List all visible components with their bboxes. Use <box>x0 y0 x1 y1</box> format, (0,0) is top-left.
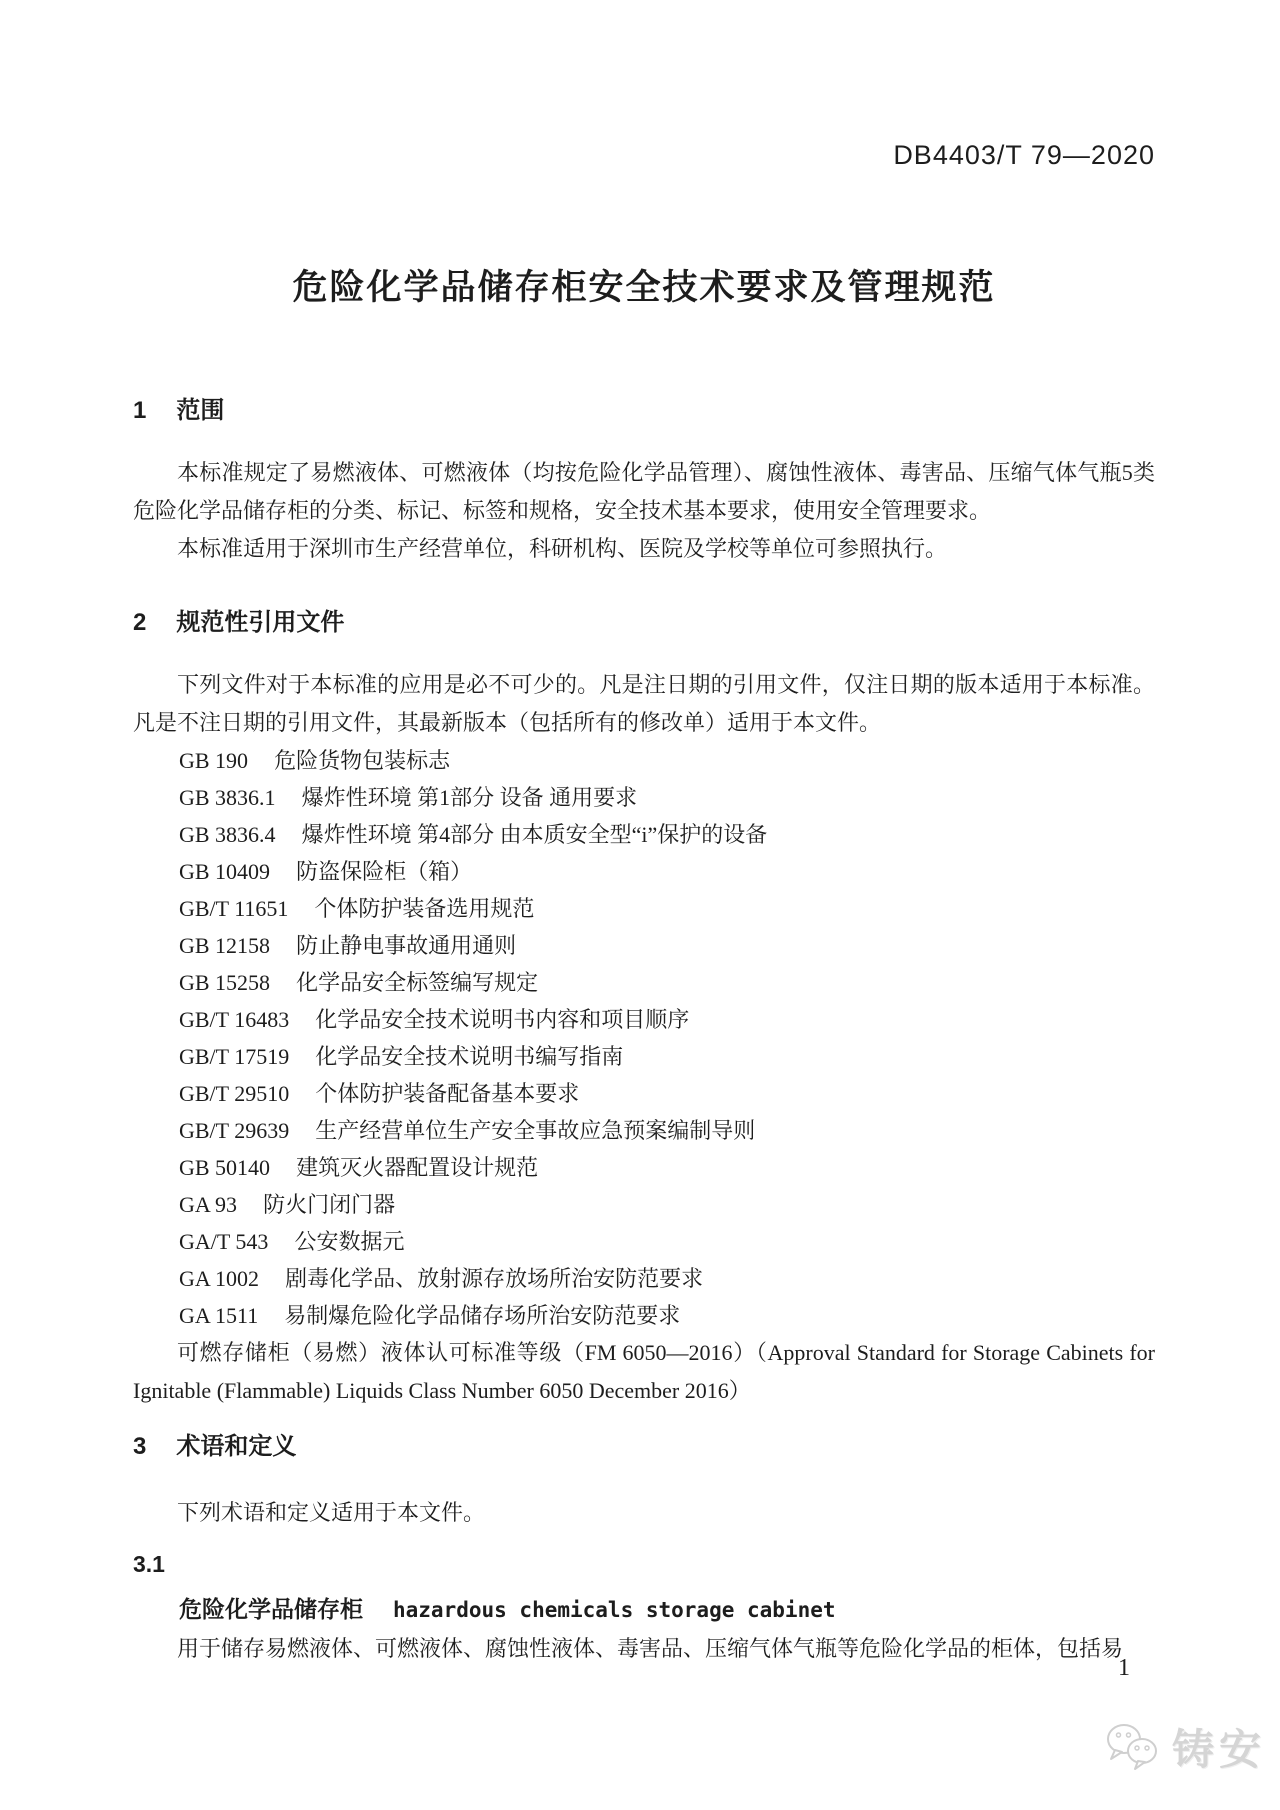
terms-heading-text: 术语和定义 <box>176 1432 297 1460</box>
reference-code: GB 3836.1 <box>179 784 276 810</box>
reference-title: 化学品安全技术说明书编写指南 <box>315 1043 624 1069</box>
reference-title: 防盗保险柜（箱） <box>296 858 473 884</box>
reference-item <box>133 1260 1155 1297</box>
page-number: 1 <box>1118 1655 1130 1681</box>
scope-heading-text: 范围 <box>176 396 225 424</box>
reference-code: GB 12158 <box>179 932 271 958</box>
reference-code: GB/T 29639 <box>179 1117 290 1143</box>
terms-intro: 下列术语和定义适用于本文件。 <box>177 1499 486 1525</box>
term-definition: 用于储存易燃液体、可燃液体、腐蚀性液体、毒害品、压缩气体气瓶等危险化学品的柜体，包括易 <box>177 1635 1124 1661</box>
reference-title: 易制爆危险化学品储存场所治安防范要求 <box>284 1302 681 1328</box>
references-intro: 下列文件对于本标准的应用是必不可少的。凡是注日期的引用文件，仅注日期的版本适用于本标准。凡是不注日期的引用文件，其最新版本（包括所有的修改单）适用于本文件。 <box>133 671 1155 735</box>
references-heading <box>133 608 1155 638</box>
section-references <box>133 608 1155 1410</box>
reference-code: GB 10409 <box>179 858 271 884</box>
watermark <box>1104 1722 1266 1777</box>
doc-title: 危险化学品储存柜安全技术要求及管理规范 <box>292 268 996 307</box>
reference-code: GB 3836.4 <box>179 821 276 847</box>
reference-item <box>133 853 1155 890</box>
terms-heading-number: 3 <box>133 1432 147 1460</box>
references-list <box>133 742 1155 1334</box>
reference-code: GB/T 17519 <box>179 1043 290 1069</box>
reference-item <box>133 964 1155 1001</box>
reference-code: GA 1002 <box>179 1265 260 1291</box>
reference-item <box>133 816 1155 853</box>
page-content <box>0 142 1280 1668</box>
fm-reference-paragraph: 可燃存储柜（易燃）液体认可标准等级（FM 6050—2016）（Approval Standard for Storage Cabinets for Ignitable (Flammable) Liquids Class Number 6050 December 2016） <box>133 1339 1155 1403</box>
reference-code: GB 15258 <box>179 969 271 995</box>
reference-code: GB/T 29510 <box>179 1080 290 1106</box>
term-english: hazardous chemicals storage cabinet <box>393 1597 836 1622</box>
reference-code: GA 1511 <box>179 1302 259 1328</box>
section-scope <box>133 396 1155 568</box>
reference-code: GB 50140 <box>179 1154 271 1180</box>
reference-title: 爆炸性环境 第4部分 由本质安全型“i”保护的设备 <box>301 821 768 847</box>
reference-item <box>133 1297 1155 1334</box>
scope-paragraph-2: 本标准适用于深圳市生产经营单位，科研机构、医院及学校等单位可参照执行。 <box>177 535 948 561</box>
reference-title: 剧毒化学品、放射源存放场所治安防范要求 <box>285 1265 704 1291</box>
watermark-text: 铸安 <box>1172 1725 1267 1773</box>
reference-code: GA 93 <box>179 1191 238 1217</box>
reference-code: GA/T 543 <box>179 1228 269 1254</box>
reference-title: 生产经营单位生产安全事故应急预案编制导则 <box>315 1117 756 1143</box>
reference-code: GB/T 11651 <box>179 895 289 921</box>
reference-code: GB 190 <box>179 747 249 773</box>
reference-item <box>133 927 1155 964</box>
terms-heading <box>133 1432 1155 1462</box>
reference-title: 化学品安全标签编写规定 <box>296 969 539 995</box>
references-heading-text: 规范性引用文件 <box>176 608 345 636</box>
chat-bubbles-icon <box>1104 1722 1162 1777</box>
reference-item <box>133 1038 1155 1075</box>
reference-title: 防火门闭门器 <box>263 1191 396 1217</box>
term-chinese: 危险化学品储存柜 <box>179 1595 363 1622</box>
scope-heading-number: 1 <box>133 396 147 424</box>
section-terms <box>133 1432 1155 1668</box>
doc-number: DB4403/T 79—2020 <box>893 140 1155 170</box>
references-heading-number: 2 <box>133 608 147 636</box>
reference-title: 公安数据元 <box>294 1228 405 1254</box>
reference-code: GB/T 16483 <box>179 1006 290 1032</box>
reference-title: 建筑灭火器配置设计规范 <box>296 1154 539 1180</box>
reference-item <box>133 1001 1155 1038</box>
reference-title: 个体防护装备配备基本要求 <box>315 1080 580 1106</box>
term-entry <box>133 1592 1155 1630</box>
scope-paragraph-1: 本标准规定了易燃液体、可燃液体（均按危险化学品管理）、腐蚀性液体、毒害品、压缩气体气瓶5类危险化学品储存柜的分类、标记、标签和规格，安全技术基本要求，使用安全管理要求。 <box>133 459 1155 523</box>
reference-item <box>133 1223 1155 1260</box>
reference-title: 危险货物包装标志 <box>274 747 451 773</box>
reference-item <box>133 890 1155 927</box>
clause-number: 3.1 <box>133 1550 165 1577</box>
reference-item <box>133 779 1155 816</box>
reference-item <box>133 1075 1155 1112</box>
reference-title: 防止静电事故通用通则 <box>296 932 517 958</box>
reference-item <box>133 742 1155 779</box>
scope-heading <box>133 396 1155 426</box>
reference-title: 化学品安全技术说明书内容和项目顺序 <box>315 1006 690 1032</box>
reference-item <box>133 1112 1155 1149</box>
reference-title: 爆炸性环境 第1部分 设备 通用要求 <box>301 784 638 810</box>
reference-item <box>133 1149 1155 1186</box>
reference-item <box>133 1186 1155 1223</box>
reference-title: 个体防护装备选用规范 <box>314 895 535 921</box>
